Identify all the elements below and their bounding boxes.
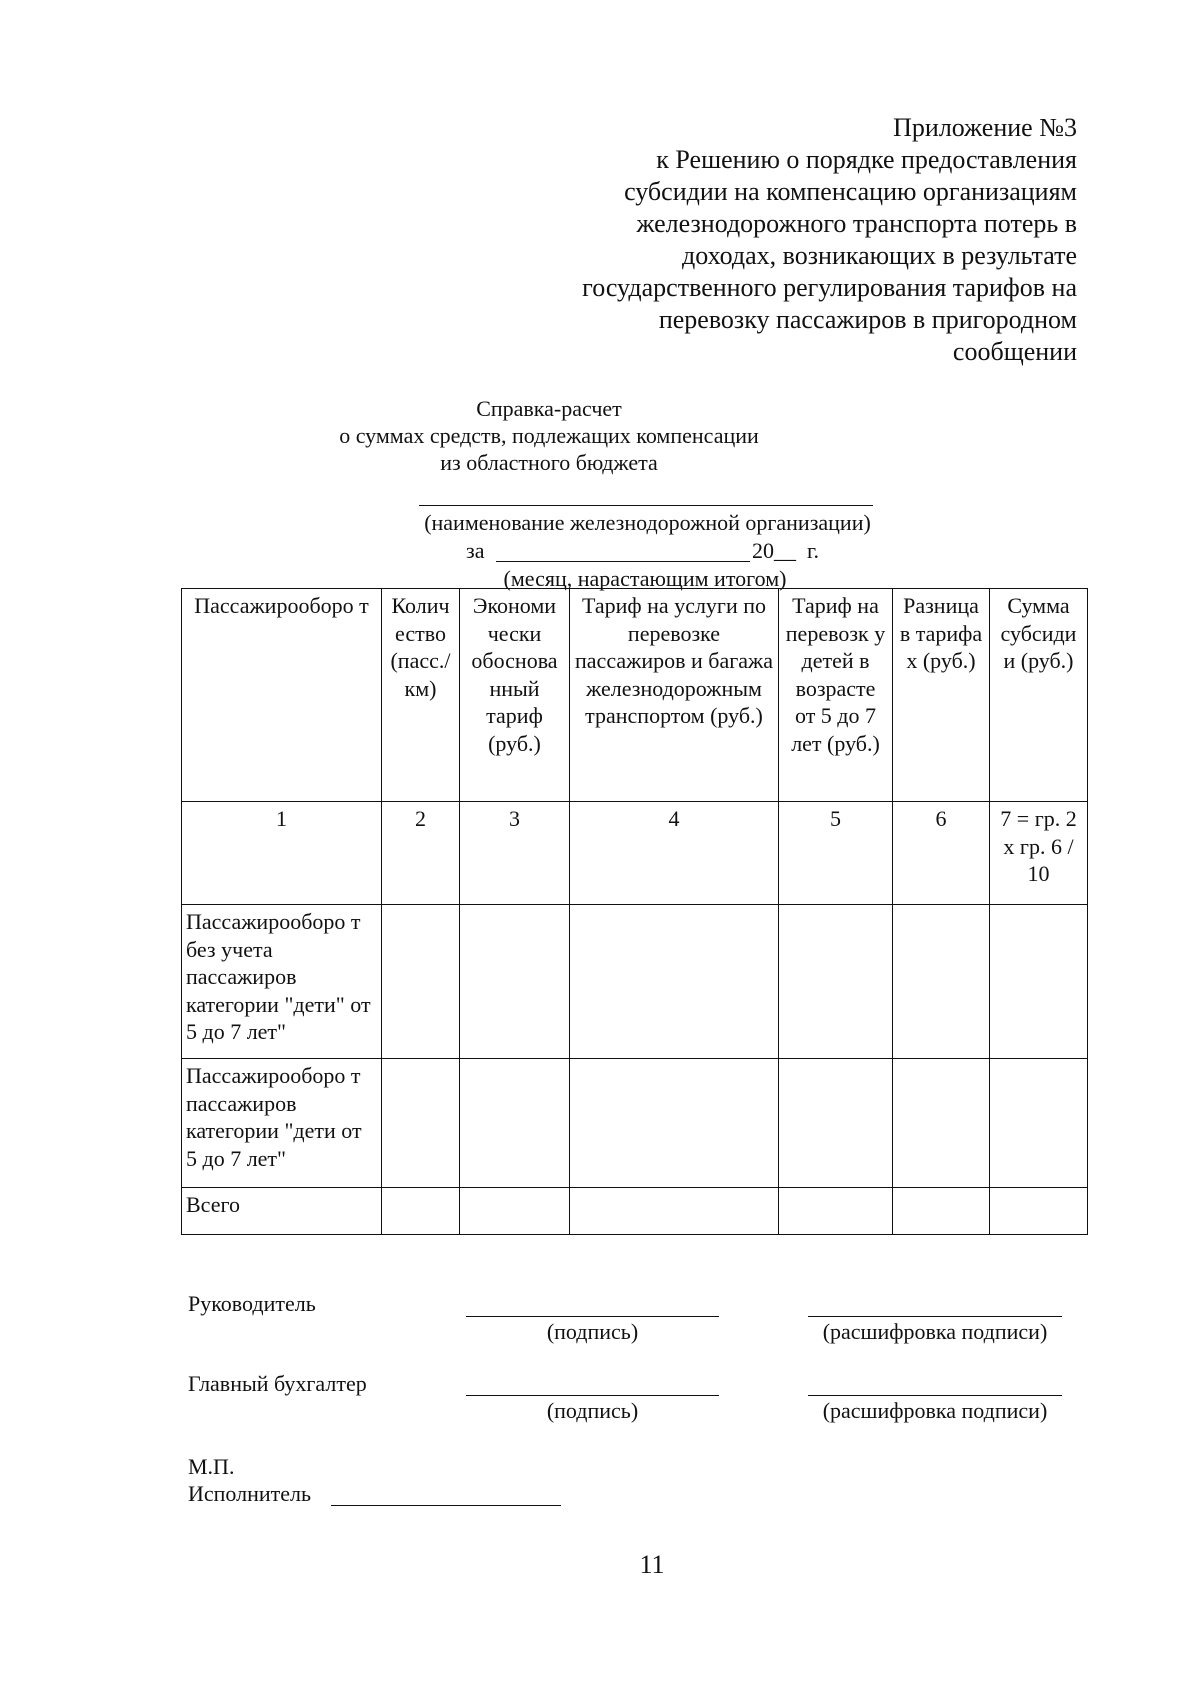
- table-cell[interactable]: [990, 1188, 1088, 1235]
- appendix-line: сообщении: [952, 337, 1077, 366]
- appendix-line: доходах, возникающих в результате: [682, 241, 1077, 270]
- table-cell[interactable]: [460, 1188, 570, 1235]
- appendix-header: [457, 112, 1077, 368]
- head-label: Руководитель: [188, 1291, 316, 1316]
- heading-title: Справка-расчет: [476, 396, 622, 421]
- header-quantity: Колич ество (пасс./ км): [382, 589, 460, 802]
- appendix-line: субсидии на компенсацию организациям: [624, 177, 1077, 206]
- head-decoding-line[interactable]: [808, 1316, 1062, 1317]
- calculation-table: [181, 588, 1088, 1235]
- row-label: Всего: [182, 1188, 382, 1235]
- period-caption: (месяц, нарастающим итогом): [503, 566, 787, 591]
- accountant-decoding-line[interactable]: [808, 1395, 1062, 1396]
- table-cell[interactable]: [893, 1059, 990, 1188]
- page-number: 11: [639, 1550, 665, 1579]
- table-cell[interactable]: [570, 1059, 779, 1188]
- table-cell[interactable]: [990, 905, 1088, 1059]
- row-label: Пассажирооборо т без учета пассажиров категории "дети" от 5 до 7 лет": [182, 905, 382, 1059]
- column-number: 7 = гр. 2 х гр. 6 / 10: [990, 802, 1088, 905]
- table-cell[interactable]: [893, 1188, 990, 1235]
- period-year: 20__: [752, 538, 796, 563]
- header-economic-tariff: Экономи чески обоснова нный тариф (руб.): [460, 589, 570, 802]
- accountant-signature-caption: (подпись): [546, 1398, 639, 1423]
- heading-subtitle: о суммах средств, подлежащих компенсации: [339, 423, 759, 448]
- table-cell[interactable]: [990, 1059, 1088, 1188]
- head-signature-caption: (подпись): [546, 1319, 639, 1344]
- table-cell[interactable]: [779, 1059, 893, 1188]
- table-row: [182, 802, 1088, 905]
- column-number: 1: [182, 802, 382, 905]
- organization-caption: (наименование железнодорожной организации): [424, 510, 871, 535]
- column-number: 4: [570, 802, 779, 905]
- accountant-signature-line[interactable]: [466, 1395, 719, 1396]
- column-number: 3: [460, 802, 570, 905]
- header-passenger-turnover: Пассажирооборо т: [182, 589, 382, 802]
- table-cell[interactable]: [570, 905, 779, 1059]
- table-cell[interactable]: [779, 1188, 893, 1235]
- table-cell[interactable]: [460, 1059, 570, 1188]
- executor-label: Исполнитель: [188, 1481, 312, 1506]
- heading-subtitle-2: из областного бюджета: [440, 450, 658, 475]
- accountant-decoding-caption: (расшифровка подписи): [822, 1398, 1048, 1423]
- period-year-suffix: г.: [807, 538, 820, 563]
- header-service-tariff: Тариф на услуги по перевозке пассажиров и багажа железнодорожным транспортом (руб.): [570, 589, 779, 802]
- period-month-blank[interactable]: [496, 561, 750, 562]
- column-number: 2: [382, 802, 460, 905]
- appendix-line: перевозку пассажиров в пригородном: [658, 305, 1077, 334]
- header-tariff-difference: Разница в тарифа х (руб.): [893, 589, 990, 802]
- period-for-label: за: [466, 538, 485, 563]
- table-row: [182, 1059, 1088, 1188]
- executor-line[interactable]: [331, 1505, 561, 1506]
- accountant-label: Главный бухгалтер: [188, 1371, 367, 1396]
- column-number: 6: [893, 802, 990, 905]
- head-signature-line[interactable]: [466, 1316, 719, 1317]
- organization-name-blank[interactable]: [419, 505, 873, 506]
- appendix-line: государственного регулирования тарифов на: [582, 273, 1077, 302]
- table-row: [182, 1188, 1088, 1235]
- document-heading: [0, 395, 1149, 476]
- appendix-line: железнодорожного транспорта потерь в: [636, 209, 1077, 238]
- stamp-place-label: М.П.: [188, 1454, 235, 1479]
- head-decoding-caption: (расшифровка подписи): [822, 1319, 1048, 1344]
- row-label: Пассажирооборо т пассажиров категории "дети от 5 до 7 лет": [182, 1059, 382, 1188]
- column-number: 5: [779, 802, 893, 905]
- header-children-tariff: Тариф на перевозк у детей в возрасте от 5 до 7 лет (руб.): [779, 589, 893, 802]
- table-cell[interactable]: [382, 1059, 460, 1188]
- table-cell[interactable]: [779, 905, 893, 1059]
- table-cell[interactable]: [460, 905, 570, 1059]
- table-row: [182, 905, 1088, 1059]
- table-cell[interactable]: [382, 1188, 460, 1235]
- table-cell[interactable]: [570, 1188, 779, 1235]
- appendix-line: к Решению о порядке предоставления: [656, 145, 1077, 174]
- appendix-line: Приложение №3: [893, 113, 1077, 142]
- header-subsidy-amount: Сумма субсиди и (руб.): [990, 589, 1088, 802]
- table-cell[interactable]: [893, 905, 990, 1059]
- table-cell[interactable]: [382, 905, 460, 1059]
- table-header-row: [182, 589, 1088, 802]
